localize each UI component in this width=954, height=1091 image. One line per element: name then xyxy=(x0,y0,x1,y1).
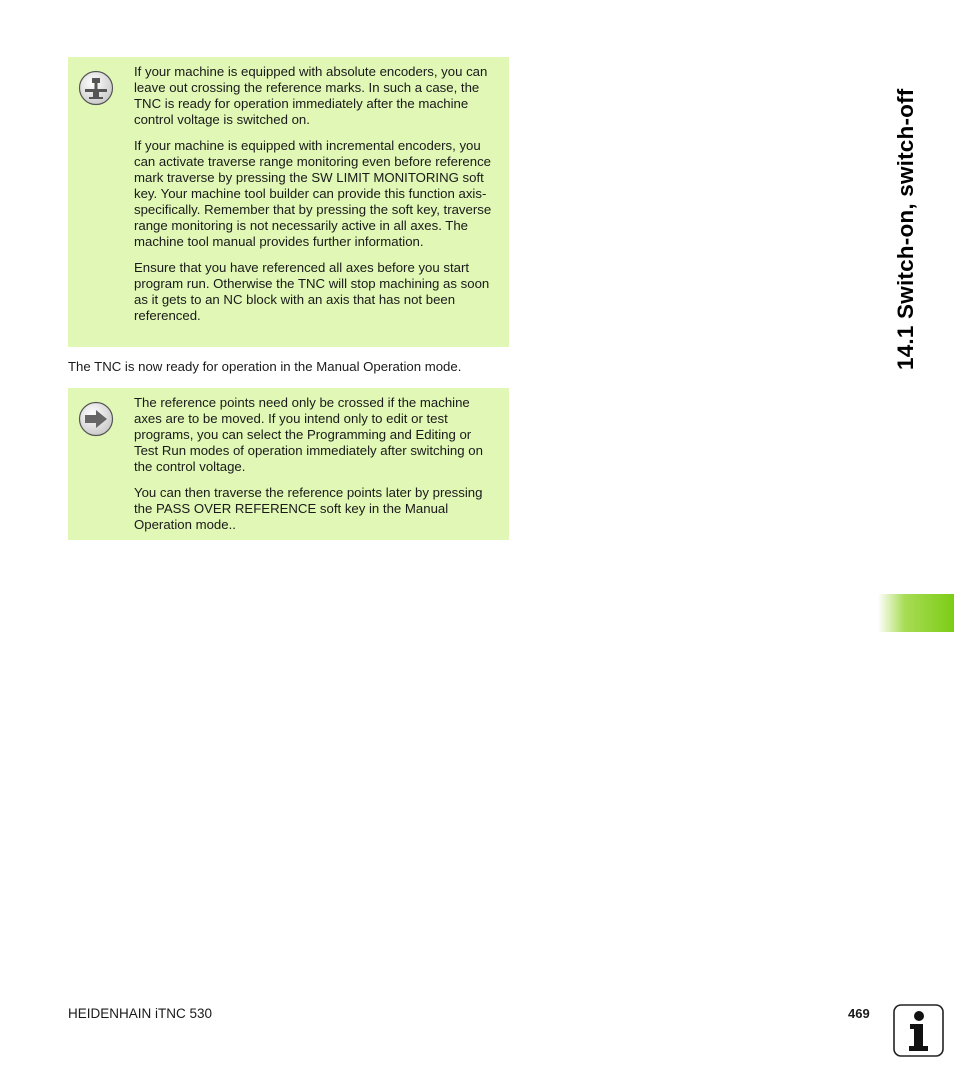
note-box-tip xyxy=(68,388,509,540)
machine-builder-icon xyxy=(78,70,114,106)
note-paragraph: Ensure that you have referenced all axes before you start program run. Otherwise the TNC will stop machining as soon as it gets to an NC block with an axis that has not been referenced. xyxy=(134,260,490,323)
chapter-tab-marker xyxy=(878,594,954,632)
chapter-side-title: 14.1 Switch-on, switch-off xyxy=(893,88,918,370)
note-paragraph: You can then traverse the reference points later by pressing the PASS OVER REFERENCE soft key in the Manual Operation mode.. xyxy=(134,485,483,532)
arrow-right-icon xyxy=(78,401,114,437)
note-paragraph: The reference points need only be crossed if the machine axes are to be moved. If you intend only to edit or test programs, you can select the Programming and Editing or Test Run modes of operation immediately after switching on the control voltage. xyxy=(134,395,483,474)
note-paragraph: If your machine is equipped with incremental encoders, you can activate traverse range monitoring even before reference mark traverse by pressing the SW LIMIT MONITORING soft key. Your machine tool builder can provide this function axis-specifically. Remember that by pressing the soft key, traverse range monitoring is not necessarily active in all axes. The machine tool manual provides further information. xyxy=(134,138,492,249)
page-number: 469 xyxy=(848,1006,870,1021)
body-paragraph: The TNC is now ready for operation in the Manual Operation mode. xyxy=(68,359,462,374)
info-icon xyxy=(893,1004,944,1057)
note-paragraph: If your machine is equipped with absolute encoders, you can leave out crossing the reference marks. In such a case, the TNC is ready for operation immediately after the machine control voltage is switched on. xyxy=(134,64,488,127)
footer-product-name: HEIDENHAIN iTNC 530 xyxy=(68,1006,213,1021)
note-box-machine xyxy=(68,57,509,347)
